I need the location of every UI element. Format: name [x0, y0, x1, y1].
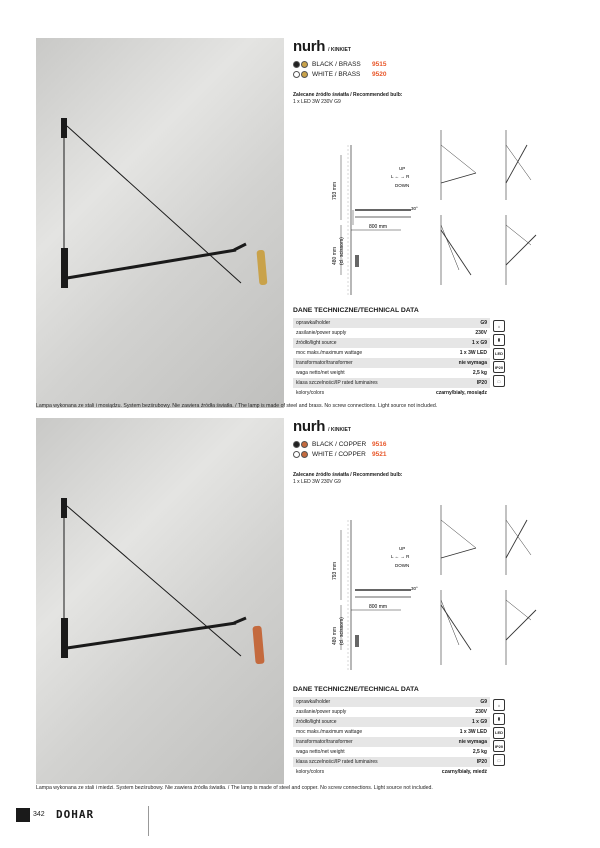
spec-row: waga netto/net weight 2,5 kg — [296, 370, 487, 376]
ip20-icon: IP20 — [493, 361, 505, 373]
bulb-heading: Zalecane źródło światła / Recommended bulb: — [293, 472, 403, 478]
spec-row: oprawka/holder G9 — [293, 318, 490, 328]
dim-depth: 480 mm — [332, 626, 338, 645]
spec-icons — [493, 320, 505, 389]
house-icon: ⌂ — [493, 699, 505, 711]
recommended-bulb — [293, 472, 402, 486]
color-swatch-icon — [293, 441, 300, 448]
color-swatch-icon — [301, 61, 308, 68]
dim-depth-note: (cl. scissors) — [339, 237, 345, 265]
color-swatch-icon — [301, 441, 308, 448]
product-photo — [36, 38, 284, 408]
caption: Lampa wykonana ze stali i miedzi. System bezśrubowy. Nie zawiera źródła światła. / The lamp is made of steel and copper. No screw connections. Light source not included. — [36, 785, 433, 791]
brand-logo: DOHAR — [56, 808, 95, 821]
bulb-value: 1 x LED 3W 230V G9 — [293, 479, 341, 485]
dim-depth-note: (cl. scissors) — [339, 617, 345, 645]
variant-code: 9520 — [372, 71, 387, 78]
lamp-illustration — [36, 38, 284, 408]
spec-row: oprawka/holder G9 — [293, 697, 490, 707]
technical-drawing — [291, 500, 571, 680]
bulb-heading: Zalecane źródło światła / Recommended bulb: — [293, 92, 403, 98]
spec-row: kolory/colors czarny/biały, miedź — [296, 769, 487, 775]
led-icon: LED — [493, 727, 505, 739]
socket-icon: ▮ — [493, 713, 505, 725]
dim-height: 793 mm — [332, 181, 338, 200]
spec-row: zasilanie/power supply 230V — [296, 709, 487, 715]
class-icon: □ — [493, 375, 505, 387]
dim-height: 793 mm — [332, 561, 338, 580]
variant-label: BLACK / BRASS — [312, 61, 361, 68]
recommended-bulb — [293, 92, 402, 106]
label-lr: L ← → R — [391, 554, 410, 559]
dim-width: 800 mm — [369, 224, 388, 230]
color-swatch-icon — [301, 71, 308, 78]
color-swatch-icon — [301, 451, 308, 458]
variant-code: 9515 — [372, 61, 387, 68]
variant-row — [293, 61, 386, 68]
product-photo — [36, 418, 284, 784]
product-name: nurh — [293, 38, 326, 55]
variant-label: BLACK / COPPER — [312, 441, 367, 448]
spec-row: transformator/transformer nie wymaga — [293, 737, 490, 747]
variant-label: WHITE / COPPER — [312, 451, 366, 458]
spec-row: źródło/light source 1 x G9 — [293, 338, 490, 348]
product-name: nurh — [293, 418, 326, 435]
house-icon: ⌂ — [493, 320, 505, 332]
dim-width: 800 mm — [369, 604, 388, 610]
spec-title: DANE TECHNICZNE/TECHNICAL DATA — [293, 307, 419, 314]
label-up: UP — [399, 166, 406, 171]
color-swatch-icon — [293, 61, 300, 68]
spec-table — [293, 318, 490, 398]
color-swatch-icon — [293, 71, 300, 78]
ip20-icon: IP20 — [493, 740, 505, 752]
spec-icons — [493, 699, 505, 768]
dim-depth: 480 mm — [332, 246, 338, 265]
technical-drawing — [291, 125, 571, 305]
spec-row: waga netto/net weight 2,5 kg — [296, 749, 487, 755]
spec-title: DANE TECHNICZNE/TECHNICAL DATA — [293, 686, 419, 693]
class-icon: □ — [493, 754, 505, 766]
variant-code: 9521 — [372, 451, 387, 458]
led-icon: LED — [493, 348, 505, 360]
label-angle: 30° — [411, 206, 418, 211]
product-title — [293, 38, 351, 55]
spec-row: kolory/colors czarny/biały, mosiądz — [296, 390, 487, 396]
product-type: / KINKIET — [328, 427, 351, 433]
label-angle: 30° — [411, 586, 418, 591]
spec-table — [293, 697, 490, 777]
spec-row: moc maks./maximum wattage 1 x 3W LED — [296, 729, 487, 735]
label-down: DOWN — [395, 183, 410, 188]
variant-row — [293, 71, 386, 78]
caption: Lampa wykonana ze stali i mosiądzu. System bezśrubowy. Nie zawiera źródła światła. / The lamp is made of steel and brass. No screw connections. Light source not included. — [36, 403, 438, 409]
footer-divider — [148, 806, 149, 836]
lamp-illustration — [36, 418, 284, 784]
label-up: UP — [399, 546, 406, 551]
variant-code: 9516 — [372, 441, 387, 448]
variant-row — [293, 441, 386, 448]
socket-icon: ▮ — [493, 334, 505, 346]
spec-row: klasa szczelności/IP rated luminaires IP20 — [293, 757, 490, 767]
bulb-value: 1 x LED 3W 230V G9 — [293, 99, 341, 105]
spec-row: zasilanie/power supply 230V — [296, 330, 487, 336]
label-down: DOWN — [395, 563, 410, 568]
spec-row: klasa szczelności/IP rated luminaires IP20 — [293, 378, 490, 388]
color-swatch-icon — [293, 451, 300, 458]
spec-row: moc maks./maximum wattage 1 x 3W LED — [296, 350, 487, 356]
variant-row — [293, 451, 386, 458]
page-number: 342 — [33, 811, 45, 818]
footer-marker — [16, 808, 30, 822]
spec-row: transformator/transformer nie wymaga — [293, 358, 490, 368]
product-type: / KINKIET — [328, 47, 351, 53]
product-title — [293, 418, 351, 435]
variant-label: WHITE / BRASS — [312, 71, 361, 78]
label-lr: L ← → R — [391, 174, 410, 179]
spec-row: źródło/light source 1 x G9 — [293, 717, 490, 727]
